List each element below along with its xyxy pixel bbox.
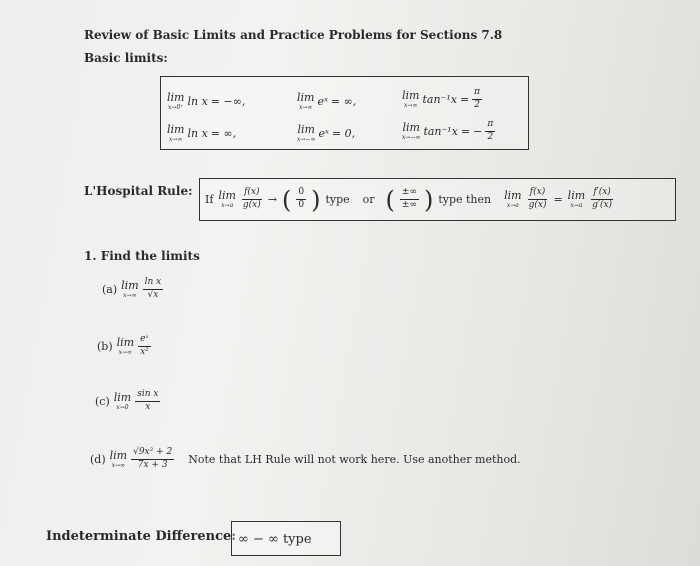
basic-limit-2: lim x→∞ eˣ = ∞, [297,91,357,111]
problem-a: (a) lim x→∞ $\frac{\text{ln x}}{√x}$ [102,277,162,300]
indeterminate-value: ∞ − ∞ type [238,532,312,547]
problems-heading: 1. Find the limits [84,249,200,263]
lhospital-label: L'Hospital Rule: [84,184,193,198]
lhospital-formula: If lim x→a $\frac{f(x)}{g(x)}$ → ( $\frac{0}{0}$ ) type or ( $\frac{\pm\infty}{\pm\infty}$ ) type then lim x→a $\frac{f(x)}{g(x)}$ = lim x→a $\frac{f'(x)}{g'(x)}$ [205,185,613,214]
problem-c: (c) lim x→0 $\frac{\text{sin x}}{x}$ [95,389,159,412]
indeterminate-label: Indeterminate Difference: [46,529,237,544]
basic-limit-1: lim x→0⁺ ln x = −∞, [167,91,246,111]
basic-limit-5: lim x→−∞ eˣ = 0, [297,123,356,143]
basic-limit-6: lim x→−∞ tan⁻¹x = − $\frac{\pi}{2}$ [402,119,494,142]
problem-d: (d) lim x→∞ $\frac{\text{√9x² + 2}}{7x + 3}$ Note that LH Rule will not work here. Use another method. [90,447,521,470]
basic-limit-3: lim x→∞ tan⁻¹x = $\frac{\pi}{2}$ [402,87,481,110]
basic-limit-4: lim x→∞ ln x = ∞, [167,123,237,143]
page-title: Review of Basic Limits and Practice Problems for Sections 7.8 [84,28,503,42]
basic-limits-label: Basic limits: [84,51,168,65]
problem-b: (b) lim x→∞ $\frac{\text{eˣ}}{\text{x²}}$ [97,334,149,357]
problem-d-note: Note that LH Rule will not work here. Use another method. [188,452,521,466]
